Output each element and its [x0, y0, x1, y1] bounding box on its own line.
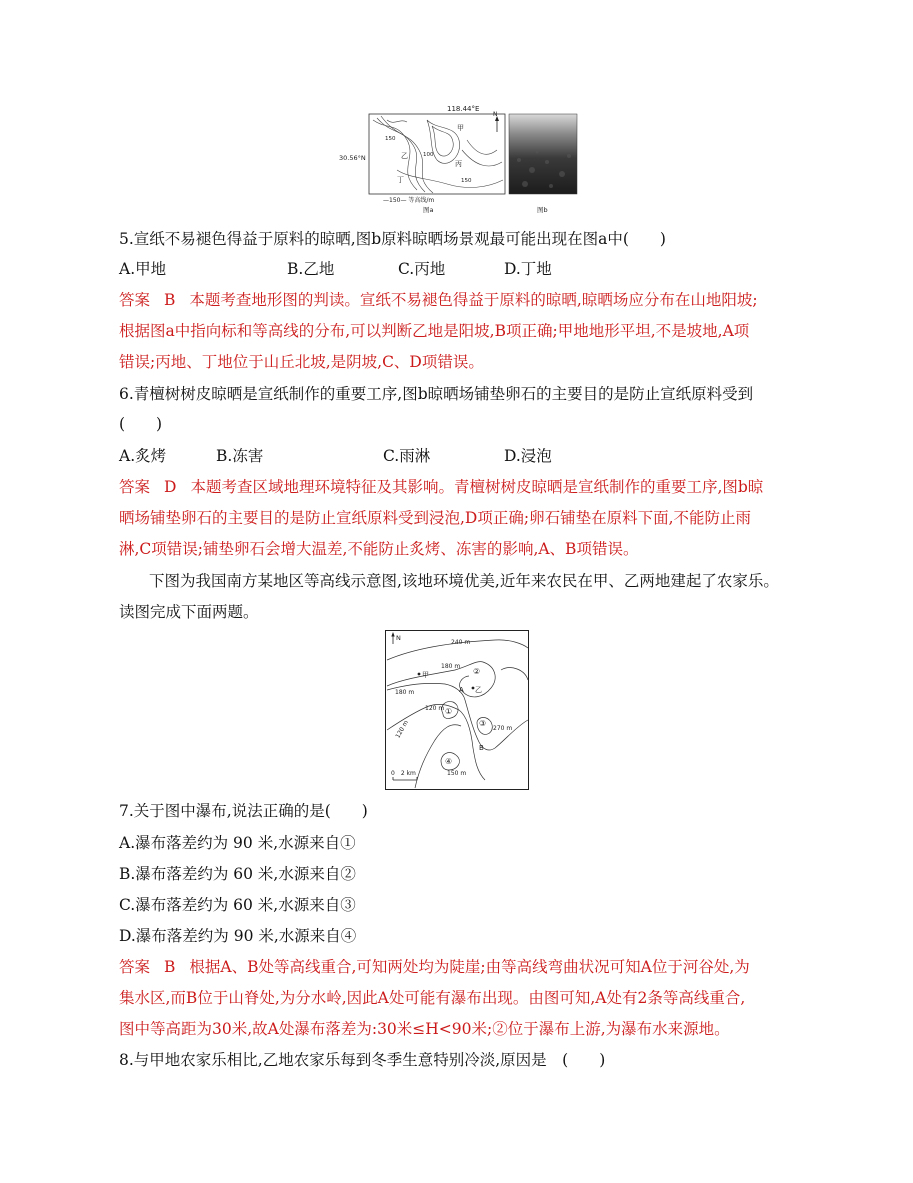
- q6-answer-tag: 答案: [119, 478, 151, 496]
- q5-analysis-1: 本题考查地形图的判读。宣纸不易褪色得益于原料的晾晒,晾晒场应分布在山地阳坡;: [189, 291, 758, 309]
- q6-answer-key: D: [164, 478, 177, 496]
- q5-option-b: B.乙地: [287, 260, 335, 278]
- q5-analysis-3: 错误;丙地、丁地位于山丘北坡,是阴坡,C、D项错误。: [119, 353, 484, 371]
- q7-answer-tag: 答案: [119, 958, 151, 976]
- fig2-point-b: B: [479, 744, 484, 752]
- fig2-frame: [386, 631, 529, 790]
- figure-1: [337, 100, 582, 218]
- fig2-contour-label-240: 240 m: [451, 639, 471, 646]
- q5-option-d: D.丁地: [504, 260, 552, 278]
- svg-text:乙: 乙: [475, 686, 482, 694]
- q6-analysis-2: 晒场铺垫卵石的主要目的是防止宣纸原料受到浸泡,D项正确;卵石铺垫在原料下面,不能防止雨: [119, 509, 752, 527]
- q6-option-d: D.浸泡: [504, 447, 552, 465]
- q7-analysis-2: 集水区,而B位于山脊处,为分水岭,因此A处可能有瀑布出现。由图可知,A处有2条等高线重合,: [119, 989, 746, 1007]
- q7-option-a: A.瀑布落差约为 90 米,水源来自①: [119, 834, 356, 852]
- q8-stem: 8.与甲地农家乐相比,乙地农家乐每到冬季生意特别冷淡,原因是 ( ): [119, 1051, 606, 1069]
- q5-answer-line-1: [119, 290, 758, 310]
- fig1-place-bing: 丙: [455, 160, 462, 168]
- fig1-place-jia: 甲: [457, 124, 464, 132]
- q5-answer-tag: 答案: [119, 291, 151, 309]
- fig2-point-a: A: [459, 686, 464, 694]
- q5-analysis-2: 根据图a中指向标和等高线的分布,可以判断乙地是阳坡,B项正确;甲地地形平坦,不是坡地,A项: [119, 322, 750, 340]
- q6-analysis-3: 淋,C项错误;铺垫卵石会增大温差,不能防止炙烤、冻害的影响,A、B项错误。: [119, 540, 639, 558]
- q6-analysis-1: 本题考查区域地理环境特征及其影响。青檀树树皮晾晒是宣纸制作的重要工序,图b晾: [190, 478, 764, 496]
- svg-text:0 2 km: 0 2 km: [391, 770, 416, 777]
- q6-answer-line-1: [119, 477, 763, 497]
- fig2-contour-label-120-inner: 120 m: [425, 705, 445, 712]
- fig2-circled-3: ③: [479, 719, 487, 728]
- intro-line-2: 读图完成下面两题。: [119, 603, 259, 621]
- fig2-contour-label-180-top: 180 m: [441, 663, 461, 670]
- q6-stem-bracket: ( ): [119, 415, 163, 433]
- fig2-contour-label-180-left: 180 m: [395, 689, 415, 696]
- figure-2-svg: [385, 630, 529, 790]
- fig1-lat-label: 30.56°N: [339, 154, 366, 162]
- q7-stem: 7.关于图中瀑布,说法正确的是( ): [119, 802, 368, 820]
- fig1-place-ding: 丁: [397, 176, 404, 184]
- q5-stem: 5.宣纸不易褪色得益于原料的晾晒,图b原料晾晒场景观最可能出现在图a中( ): [119, 230, 666, 248]
- q5-option-c: C.丙地: [398, 260, 446, 278]
- fig2-circled-1: ①: [445, 707, 453, 716]
- q5-answer-key: B: [164, 291, 176, 309]
- q7-option-d: D.瀑布落差约为 90 米,水源来自④: [119, 927, 357, 945]
- intro-line-1: 下图为我国南方某地区等高线示意图,该地环境优美,近年来农民在甲、乙两地建起了农家乐。: [149, 572, 779, 590]
- fig1-caption-b: 图b: [537, 206, 548, 214]
- q7-analysis-3: 图中等高距为30米,故A处瀑布落差为:30米≤H<90米;②位于瀑布上游,为瀑布水来源地。: [119, 1020, 730, 1038]
- q7-option-b: B.瀑布落差约为 60 米,水源来自②: [119, 865, 356, 883]
- fig2-circled-4: ④: [445, 757, 453, 766]
- svg-text:N: N: [396, 634, 401, 642]
- fig1-lon-label: 118.44°E: [447, 105, 480, 113]
- fig2-contour-label-270: 270 m: [493, 725, 513, 732]
- fig2-circled-2: ②: [473, 667, 481, 676]
- fig1-place-yi: 乙: [401, 152, 408, 160]
- fig1-contour-label-2: 100: [423, 152, 434, 158]
- fig1-contour-label-1: 150: [385, 136, 396, 142]
- fig1-contour-label-3: 150: [461, 178, 472, 184]
- svg-text:甲: 甲: [422, 671, 429, 679]
- q6-option-c: C.雨淋: [383, 447, 431, 465]
- q5-option-a: A.甲地: [119, 260, 167, 278]
- fig2-contour-label-120-left: 120 m: [394, 719, 411, 740]
- fig1-photo-b: [509, 114, 577, 194]
- q7-option-c: C.瀑布落差约为 60 米,水源来自③: [119, 896, 356, 914]
- figure-1-svg: [337, 100, 582, 218]
- figure-2: [385, 630, 529, 790]
- q7-answer-key: B: [164, 958, 176, 976]
- fig1-legend: —150— 等高线/m: [383, 197, 435, 204]
- q7-answer-line-1: [119, 957, 750, 977]
- q7-analysis-1: 根据A、B处等高线重合,可知两处均为陡崖;由等高线弯曲状况可知A位于河谷处,为: [189, 958, 750, 976]
- q6-option-a: A.炙烤: [119, 447, 167, 465]
- fig1-caption-a: 图a: [423, 206, 434, 214]
- svg-text:N: N: [493, 111, 498, 118]
- q6-stem: 6.青檀树树皮晾晒是宣纸制作的重要工序,图b晾晒场铺垫卵石的主要目的是防止宣纸原料受到: [119, 385, 754, 403]
- fig2-contour-label-150: 150 m: [447, 770, 467, 777]
- q6-option-b: B.冻害: [216, 447, 264, 465]
